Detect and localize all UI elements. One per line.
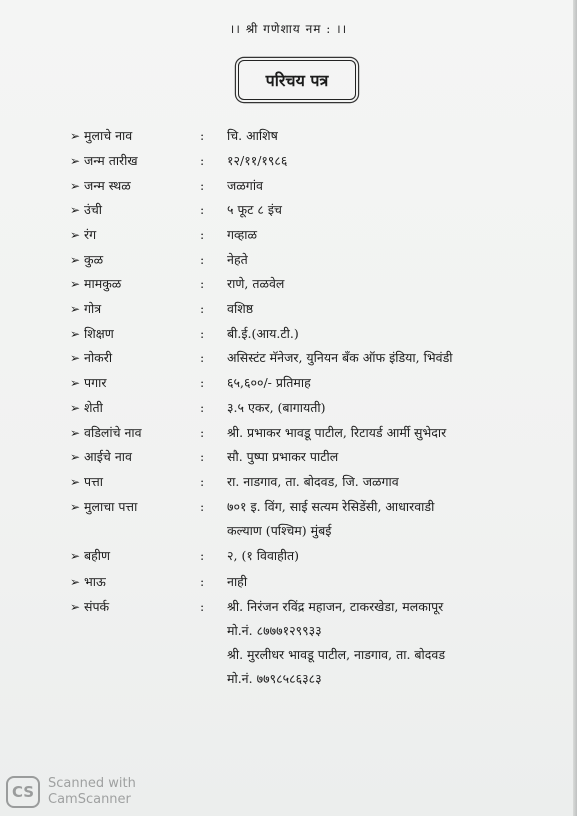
field-value-line: श्री. मुरलीधर भावडू पाटील, नाडगाव, ता. बोदवड — [227, 647, 446, 662]
field-label-text: वडिलांचे नाव — [84, 425, 142, 440]
field-value — [227, 448, 338, 466]
field-label — [70, 152, 138, 170]
field-separator: : — [200, 326, 205, 341]
field-label-text: पगार — [84, 375, 107, 390]
arrow-bullet-icon: ➢ — [70, 327, 81, 341]
field-value-line: जळगांव — [227, 178, 264, 193]
field-label-text: कुळ — [84, 252, 104, 267]
field-label-text: शेती — [84, 400, 103, 415]
field-separator: : — [200, 449, 205, 464]
arrow-bullet-icon: ➢ — [70, 401, 81, 415]
field-label — [70, 275, 121, 293]
field-label — [70, 201, 102, 219]
field-value-line: नाही — [227, 574, 248, 589]
field-separator: : — [200, 128, 205, 143]
field-value — [227, 251, 248, 269]
field-label — [70, 127, 132, 145]
field-value-line: सौ. पुष्पा प्रभाकर पाटील — [227, 449, 339, 464]
field-value — [227, 498, 434, 540]
field-label — [70, 251, 103, 269]
field-value-line: १२/११/१९८६ — [227, 153, 288, 168]
watermark-line-2: CamScanner — [48, 792, 131, 807]
field-label-text: मुलाचे नाव — [84, 128, 133, 143]
field-separator: : — [200, 574, 205, 589]
field-value — [227, 325, 299, 343]
arrow-bullet-icon: ➢ — [70, 179, 81, 193]
field-label-text: संपर्क — [84, 599, 110, 614]
field-label-text: पत्ता — [84, 474, 103, 489]
field-label-text: आईचे नाव — [84, 449, 132, 464]
field-value — [227, 152, 287, 170]
field-label — [70, 226, 96, 244]
field-label — [70, 473, 103, 491]
arrow-bullet-icon: ➢ — [70, 228, 81, 242]
field-separator: : — [200, 375, 205, 390]
field-separator: : — [200, 153, 205, 168]
field-label — [70, 349, 112, 367]
field-label — [70, 399, 103, 417]
field-value — [227, 598, 445, 688]
field-label-text: उंची — [84, 202, 103, 217]
field-label-text: गोत्र — [84, 301, 102, 316]
field-value — [227, 127, 278, 145]
field-label — [70, 177, 131, 195]
arrow-bullet-icon: ➢ — [70, 302, 81, 316]
page-edge — [573, 0, 577, 816]
field-label — [70, 598, 109, 616]
arrow-bullet-icon: ➢ — [70, 549, 81, 563]
field-label — [70, 300, 101, 318]
field-value-line: २, (१ विवाहीत) — [227, 548, 300, 563]
field-separator: : — [200, 227, 205, 242]
arrow-bullet-icon: ➢ — [70, 376, 81, 390]
field-value-line: श्री. प्रभाकर भावडू पाटील, रिटायर्ड आर्मी सुभेदार — [227, 425, 447, 440]
field-label — [70, 573, 106, 591]
field-separator: : — [200, 474, 205, 489]
document-title — [238, 60, 356, 100]
field-separator: : — [200, 350, 205, 365]
field-separator: : — [200, 499, 205, 514]
field-value-line: चि. आशिष — [227, 128, 278, 143]
field-value-line: असिस्टंट मॅनेजर, युनियन बँक ऑफ इंडिया, भिवंडी — [227, 350, 453, 365]
field-label-text: बहीण — [84, 548, 111, 563]
arrow-bullet-icon: ➢ — [70, 600, 81, 614]
field-label — [70, 374, 107, 392]
field-value-line: मो.नं. ७७९८५८६३८३ — [227, 671, 322, 686]
field-value-line: गव्हाळ — [227, 227, 258, 242]
field-separator: : — [200, 276, 205, 291]
field-label-text: मामकुळ — [84, 276, 122, 291]
field-value — [227, 399, 326, 417]
field-value — [227, 547, 299, 565]
field-separator: : — [200, 425, 205, 440]
field-value-line: रा. नाडगाव, ता. बोदवड, जि. जळगाव — [227, 474, 399, 489]
arrow-bullet-icon: ➢ — [70, 351, 81, 365]
field-label-text: जन्म स्थळ — [84, 178, 131, 193]
field-label — [70, 498, 137, 516]
field-separator: : — [200, 178, 205, 193]
field-label-text: रंग — [84, 227, 97, 242]
arrow-bullet-icon: ➢ — [70, 253, 81, 267]
field-separator: : — [200, 202, 205, 217]
field-value — [227, 573, 247, 591]
field-label-text: भाऊ — [84, 574, 106, 589]
field-value-line: ७०१ इ. विंग, साई सत्यम रेसिडेंसी, आधारवाडी — [227, 499, 435, 514]
arrow-bullet-icon: ➢ — [70, 203, 81, 217]
field-separator: : — [200, 548, 205, 563]
field-value-line: ५ फूट ८ इंच — [227, 202, 282, 217]
watermark-line-1: Scanned with — [48, 776, 136, 791]
field-separator: : — [200, 599, 205, 614]
document-title-text: परिचय पत्र — [265, 71, 329, 90]
field-label-text: जन्म तारीख — [84, 153, 138, 168]
field-separator: : — [200, 400, 205, 415]
arrow-bullet-icon: ➢ — [70, 277, 81, 291]
field-label — [70, 424, 142, 442]
arrow-bullet-icon: ➢ — [70, 575, 81, 589]
arrow-bullet-icon: ➢ — [70, 426, 81, 440]
field-separator: : — [200, 252, 205, 267]
field-value — [227, 300, 253, 318]
field-label — [70, 448, 132, 466]
field-value-line: ३.५ एकर, (बागायती) — [227, 400, 326, 415]
field-value — [227, 349, 453, 367]
field-value-line: कल्याण (पश्चिम) मुंबई — [227, 523, 332, 538]
field-value-line: राणे, तळवेल — [227, 276, 285, 291]
field-label — [70, 325, 114, 343]
field-value-line: मो.नं. ८७७७१२९९३३ — [227, 623, 322, 638]
field-value — [227, 275, 284, 293]
field-label-text: मुलाचा पत्ता — [84, 499, 138, 514]
arrow-bullet-icon: ➢ — [70, 500, 81, 514]
field-value — [227, 226, 257, 244]
arrow-bullet-icon: ➢ — [70, 154, 81, 168]
arrow-bullet-icon: ➢ — [70, 450, 81, 464]
field-value — [227, 201, 282, 219]
camscanner-watermark — [48, 776, 136, 808]
arrow-bullet-icon: ➢ — [70, 475, 81, 489]
field-separator: : — [200, 301, 205, 316]
field-value-line: वशिष्ठ — [227, 301, 254, 316]
field-value-line: ६५,६००/- प्रतिमाह — [227, 375, 311, 390]
field-value-line: नेहते — [227, 252, 248, 267]
camscanner-logo: CS — [6, 776, 40, 808]
field-value — [227, 374, 311, 392]
field-value — [227, 177, 263, 195]
field-value — [227, 473, 399, 491]
field-value — [227, 424, 446, 442]
field-value-line: श्री. निरंजन रविंद्र महाजन, टाकरखेडा, मलकापूर — [227, 599, 444, 614]
field-value-line: बी.ई.(आय.टी.) — [227, 326, 299, 341]
arrow-bullet-icon: ➢ — [70, 129, 81, 143]
field-label-text: शिक्षण — [84, 326, 114, 341]
field-label-text: नोकरी — [84, 350, 113, 365]
field-label — [70, 547, 110, 565]
invocation-header: ।। श्री गणेशाय नम : ।। — [229, 22, 348, 36]
